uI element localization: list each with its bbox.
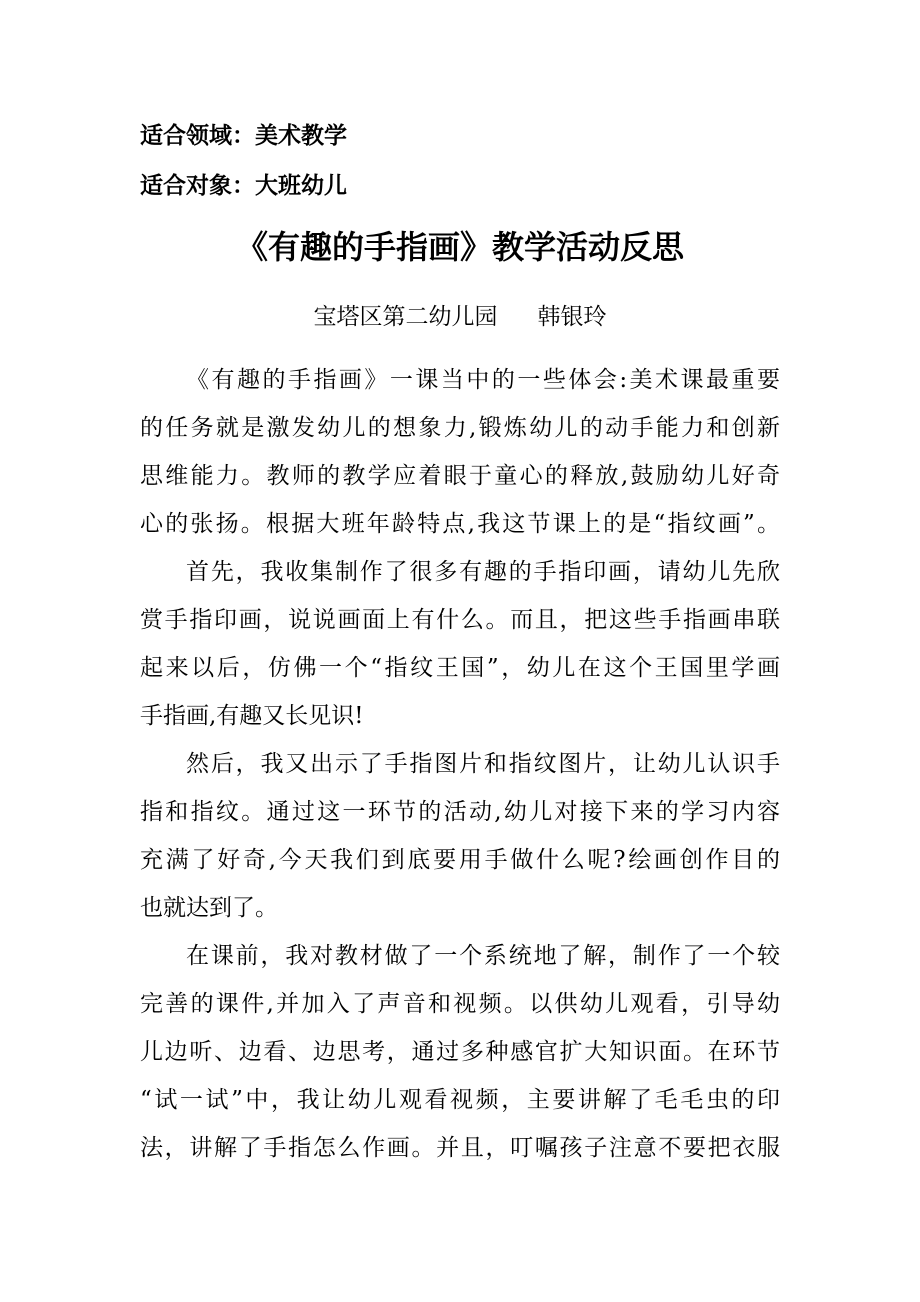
domain-line: 适合领域：美术教学 bbox=[140, 123, 347, 149]
text-line: 首先，我收集制作了很多有趣的手指印画，请幼儿先欣 bbox=[186, 559, 780, 585]
paragraph bbox=[140, 356, 780, 548]
text-line: 心的张扬。根据大班年龄特点,我这节课上的是“指纹画”。 bbox=[140, 511, 780, 537]
text-line: 思维能力。教师的教学应着眼于童心的释放,鼓励幼儿好奇 bbox=[140, 463, 780, 489]
text-line: 《有趣的手指画》一课当中的一些体会:美术课最重要 bbox=[186, 367, 780, 393]
text-line: 完善的课件,并加入了声音和视频。以供幼儿观看，引导幼 bbox=[140, 991, 780, 1017]
text-line: 在课前，我对教材做了一个系统地了解，制作了一个较 bbox=[186, 943, 780, 969]
text-line: 的任务就是激发幼儿的想象力,锻炼幼儿的动手能力和创新 bbox=[140, 415, 780, 441]
text-line: 充满了好奇,今天我们到底要用手做什么呢?绘画创作目的 bbox=[140, 847, 780, 873]
text-line: 儿边听、边看、边思考，通过多种感官扩大知识面。在环节 bbox=[140, 1039, 780, 1065]
school-name: 宝塔区第二幼儿园 bbox=[313, 304, 498, 330]
text-line: 也就达到了。 bbox=[140, 895, 278, 921]
paragraph bbox=[140, 740, 780, 932]
audience-line: 适合对象：大班幼儿 bbox=[140, 173, 347, 199]
paragraph bbox=[140, 932, 780, 1172]
text-line: 然后，我又出示了手指图片和指纹图片，让幼儿认识手 bbox=[186, 751, 780, 777]
text-line: 法，讲解了手指怎么作画。并且，叮嘱孩子注意不要把衣服 bbox=[140, 1135, 780, 1161]
document-title: 《有趣的手指画》教学活动反思 bbox=[235, 228, 684, 266]
paragraph bbox=[140, 548, 780, 740]
body-text bbox=[140, 356, 780, 1172]
text-line: 赏手指印画，说说画面上有什么。而且，把这些手指画串联 bbox=[140, 607, 780, 633]
text-line: 起来以后，仿佛一个“指纹王国”，幼儿在这个王国里学画 bbox=[140, 655, 780, 681]
text-line: “试一试”中，我让幼儿观看视频，主要讲解了毛毛虫的印 bbox=[140, 1087, 780, 1113]
author-line bbox=[0, 300, 920, 334]
text-line: 指和指纹。通过这一环节的活动,幼儿对接下来的学习内容 bbox=[140, 799, 780, 825]
text-line: 手指画,有趣又长见识! bbox=[140, 703, 364, 729]
author-name: 韩银玲 bbox=[537, 304, 607, 330]
